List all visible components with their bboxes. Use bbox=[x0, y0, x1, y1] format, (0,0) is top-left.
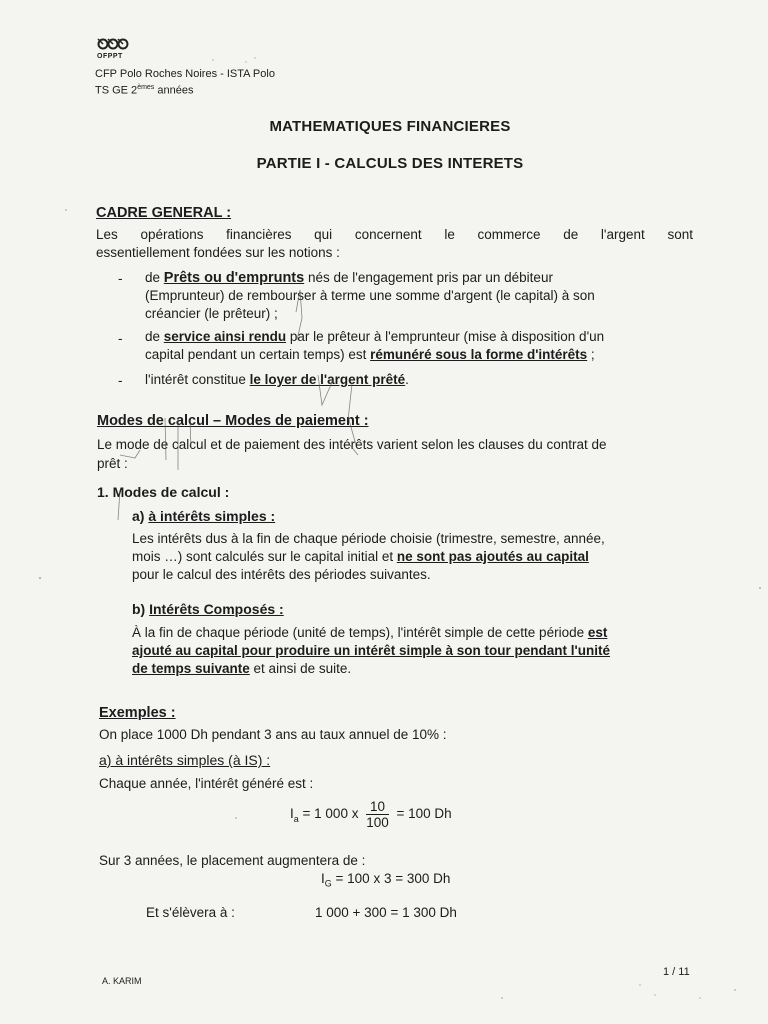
class-line: TS GE 2èmes années bbox=[95, 84, 194, 97]
exemple-line3: Sur 3 années, le placement augmentera de : bbox=[99, 853, 366, 868]
interets-composes-heading: b) Intérêts Composés : bbox=[132, 601, 284, 617]
modes-heading: Modes de calcul – Modes de paiement : bbox=[97, 413, 369, 429]
bullet1-line2: (Emprunteur) de rembourser à terme une somme d'argent (le capital) à son bbox=[145, 288, 595, 303]
compose-line3: de temps suivante et ainsi de suite. bbox=[132, 661, 352, 676]
exemple-a-label: a) à intérêts simples (à IS) : bbox=[99, 752, 271, 768]
bullet2-line1: de service ainsi rendu par le prêteur à l'emprunteur (mise à disposition d'un bbox=[145, 329, 605, 344]
footer-author: A. KARIM bbox=[102, 976, 142, 986]
institution-line: CFP Polo Roches Noires - ISTA Polo bbox=[95, 68, 275, 80]
bullet1-line1: de Prêts ou d'emprunts nés de l'engagement pris par un débiteur bbox=[145, 270, 553, 286]
compose-line2: ajouté au capital pour produire un intérêt simple à son tour pendant l'unité bbox=[132, 643, 611, 658]
simple-line3: pour le calcul des intérêts des périodes suivantes. bbox=[132, 567, 431, 582]
cadre-intro-line1: Les opérations financières qui concernent le commerce de l'argent sont bbox=[96, 227, 693, 242]
bullet-dash: - bbox=[118, 331, 123, 346]
main-title: MATHEMATIQUES FINANCIERES bbox=[269, 118, 511, 135]
modes-intro-line1: Le mode de calcul et de paiement des intérêts varient selon les clauses du contrat de bbox=[97, 437, 607, 452]
modes-intro-line2: prêt : bbox=[97, 456, 128, 471]
bullet2-line2: capital pendant un certain temps) est rémunéré sous la forme d'intérêts ; bbox=[145, 347, 595, 362]
exemple-line4-label: Et s'élèvera à : bbox=[146, 905, 235, 920]
compose-line1: À la fin de chaque période (unité de temps), l'intérêt simple de cette période est bbox=[132, 625, 608, 640]
equation-ia: $I_a = 1$ 000 x $\frac{10}{100}$ = 100 Dh bbox=[290, 799, 452, 830]
interets-simples-heading: a) à intérêts simples : bbox=[132, 508, 276, 524]
exemple-line1: On place 1000 Dh pendant 3 ans au taux annuel de 10% : bbox=[99, 727, 447, 742]
cadre-intro-line2: essentiellement fondées sur les notions : bbox=[96, 245, 340, 260]
logo-text: OFPPT bbox=[97, 53, 123, 60]
simple-line2: mois …) sont calculés sur le capital initial et ne sont pas ajoutés au capital bbox=[132, 549, 589, 564]
fraction: $\frac{10}{100}$ bbox=[366, 799, 389, 830]
bullet1-line3: créancier (le prêteur) ; bbox=[145, 306, 278, 321]
page-number: 1 / 11 bbox=[663, 966, 690, 978]
bullet-dash: - bbox=[118, 271, 123, 286]
ofppt-logo-icon bbox=[97, 37, 129, 51]
simple-line1: Les intérêts dus à la fin de chaque période choisie (trimestre, semestre, année, bbox=[132, 531, 605, 546]
exemple-line2: Chaque année, l'intérêt généré est : bbox=[99, 776, 314, 791]
sub-title: PARTIE I - CALCULS DES INTERETS bbox=[256, 155, 524, 172]
equation-ig: $I_G = 100$ x 3 = 300 Dh bbox=[321, 871, 451, 889]
exemple-line4-value: 1 000 + 300 = 1 300 Dh bbox=[315, 905, 457, 920]
bullet3-line: l'intérêt constitue le loyer de l'argent prêté. bbox=[145, 372, 409, 387]
exemples-heading: Exemples : bbox=[99, 705, 176, 721]
modes-sub1: 1. Modes de calcul : bbox=[97, 484, 230, 500]
cadre-heading: CADRE GENERAL : bbox=[96, 205, 232, 221]
bullet-dash: - bbox=[118, 373, 123, 388]
